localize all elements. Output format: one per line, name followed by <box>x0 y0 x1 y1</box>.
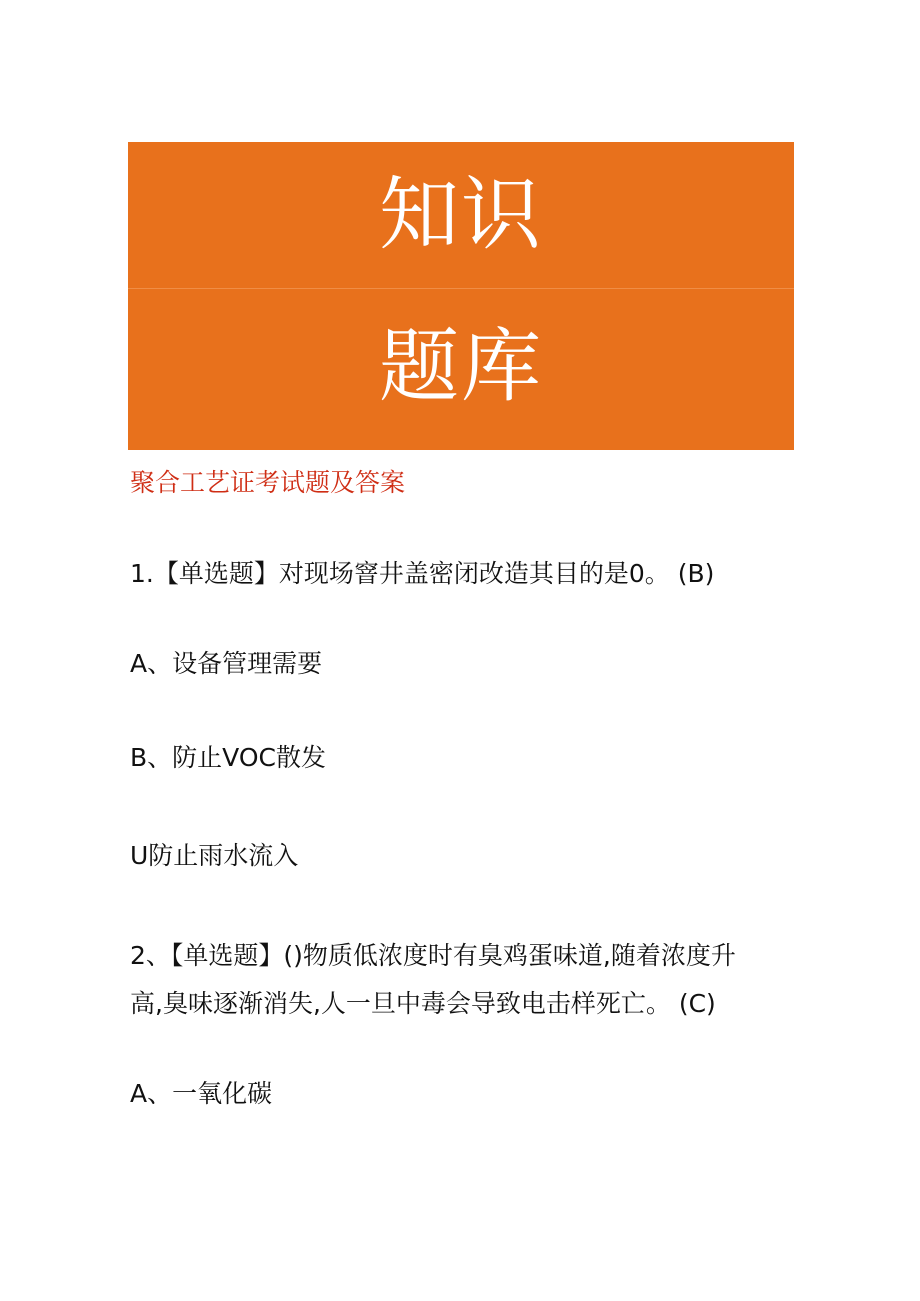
document-subtitle: 聚合工艺证考试题及答案 <box>130 468 406 497</box>
question-2-stem-line-2: 高,臭味逐渐消失,人一旦中毒会导致电击样死亡。 (C) <box>130 989 716 1018</box>
question-2-stem-line-1: 2、【单选题】()物质低浓度时有臭鸡蛋味道,随着浓度升 <box>130 941 736 970</box>
question-1-option-b: B、防止VOC散发 <box>130 743 326 772</box>
question-1-option-c: U防止雨水流入 <box>130 841 299 870</box>
title-banner <box>128 142 794 450</box>
question-1-stem: 1.【单选题】对现场窨井盖密闭改造其目的是0。 (B) <box>130 559 715 588</box>
question-2-option-a: A、一氧化碳 <box>130 1079 273 1108</box>
question-1-option-a: A、设备管理需要 <box>130 649 323 678</box>
banner-divider <box>128 288 794 289</box>
banner-title-line-1: 知识 <box>379 168 543 261</box>
banner-title-line-2: 题库 <box>379 320 543 413</box>
